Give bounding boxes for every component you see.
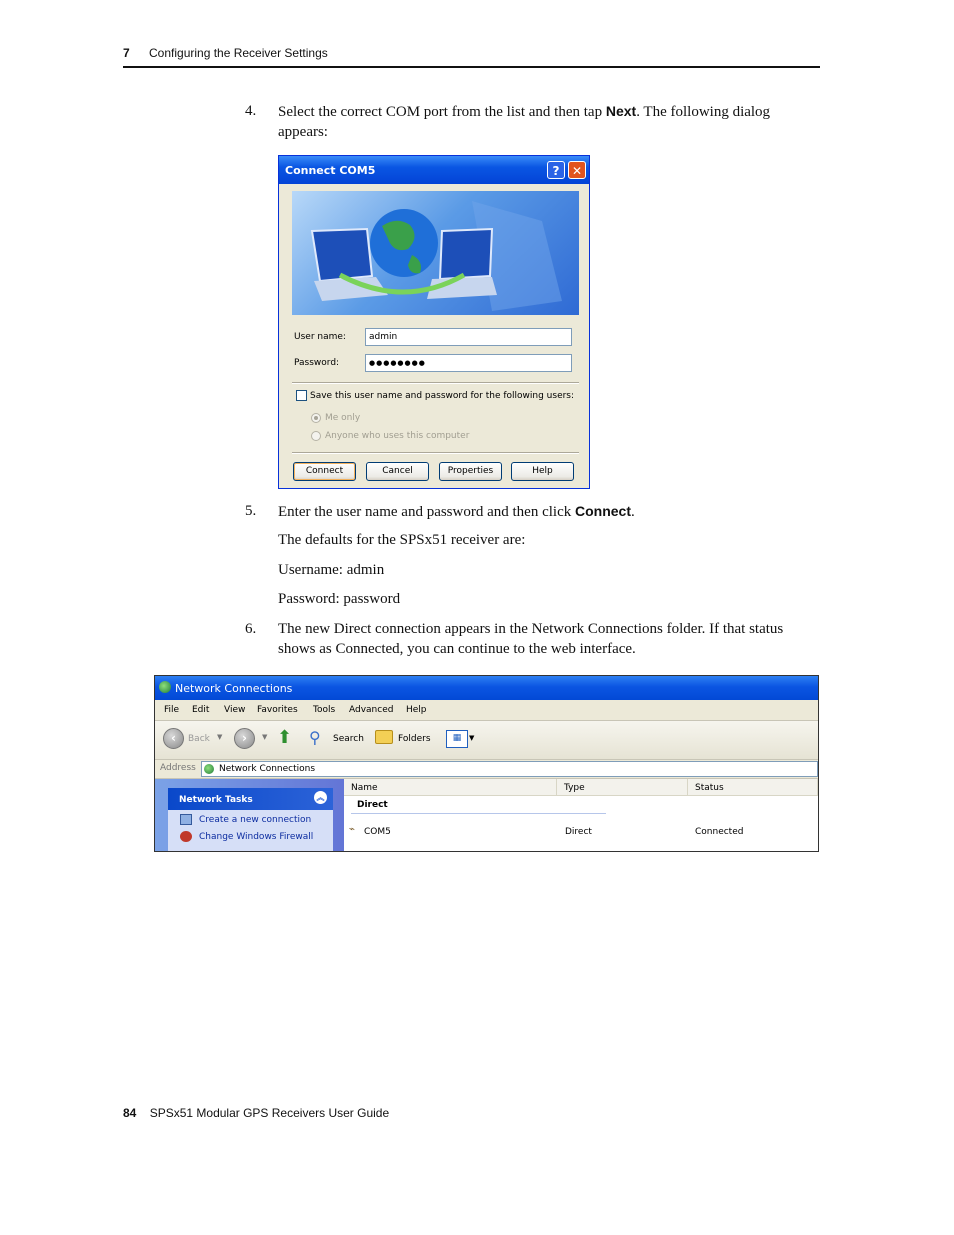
network-tasks-header[interactable] <box>168 788 333 810</box>
anyone-radio[interactable] <box>311 431 321 441</box>
toolbar <box>155 721 818 760</box>
row-name: COM5 <box>364 827 391 837</box>
create-connection-link[interactable]: Create a new connection <box>199 815 312 825</box>
password-input[interactable]: ●●●●●●●● <box>365 354 572 372</box>
folders-label[interactable]: Folders <box>398 734 431 744</box>
column-header-name[interactable]: Name <box>344 779 557 796</box>
menu-edit[interactable]: Edit <box>192 705 210 715</box>
chapter-number: 7 <box>123 46 130 60</box>
group-divider <box>351 813 606 814</box>
next-keyword: Next <box>605 103 637 119</box>
address-field[interactable] <box>201 761 818 777</box>
username-label: User name: <box>294 332 346 342</box>
network-connections-window <box>154 675 819 852</box>
folders-icon[interactable] <box>375 730 393 744</box>
default-password: Password: password <box>278 591 401 607</box>
dial-up-banner-image <box>292 191 579 315</box>
back-arrow-icon[interactable]: ‹ <box>163 728 184 749</box>
forward-dropdown-icon[interactable]: ▼ <box>262 733 268 741</box>
menu-advanced[interactable]: Advanced <box>349 705 394 715</box>
save-credentials-label: Save this user name and password for the following users: <box>310 391 575 401</box>
help-icon[interactable]: ? <box>547 161 565 179</box>
step-text: Enter the user name and password and then click Connect. <box>278 503 635 520</box>
divider <box>292 452 579 454</box>
up-folder-icon[interactable]: ⬆ <box>277 727 293 748</box>
step-number: 4. <box>245 103 257 119</box>
defaults-intro: The defaults for the SPSx51 receiver are: <box>278 532 526 548</box>
step-number: 5. <box>245 503 257 519</box>
guide-title: SPSx51 Modular GPS Receivers User Guide <box>149 1106 390 1120</box>
group-label: Direct <box>357 800 388 810</box>
window-title-bar <box>155 676 818 700</box>
help-button[interactable]: Help <box>511 462 574 481</box>
menu-view[interactable]: View <box>224 705 246 715</box>
step-text: The new Direct connection appears in the Network Connections folder. If that status shows as Connected, you can continue to the web interface. <box>278 621 784 657</box>
forward-arrow-icon[interactable]: › <box>234 728 255 749</box>
search-icon[interactable]: ⚲ <box>309 728 321 747</box>
page-footer <box>123 1106 389 1120</box>
close-icon[interactable]: ✕ <box>568 161 586 179</box>
window-title: Network Connections <box>175 682 293 695</box>
firewall-icon <box>180 831 192 842</box>
views-dropdown-icon[interactable]: ▼ <box>469 734 475 742</box>
task-pane <box>155 779 344 851</box>
me-only-radio[interactable] <box>311 413 321 423</box>
properties-button[interactable]: Properties <box>439 462 502 481</box>
address-bar <box>155 760 818 779</box>
step-text: Select the correct COM port from the list and then tap Next. The following dialog appears: <box>278 103 771 140</box>
address-label: Address <box>160 763 196 773</box>
anyone-label: Anyone who uses this computer <box>325 431 470 441</box>
divider <box>292 382 579 384</box>
direct-connection-icon: ⌁ <box>349 824 356 835</box>
search-label[interactable]: Search <box>333 734 364 744</box>
menu-help[interactable]: Help <box>406 705 427 715</box>
row-status: Connected <box>695 827 744 837</box>
me-only-label: Me only <box>325 413 361 423</box>
step-number: 6. <box>245 621 257 637</box>
menu-file[interactable]: File <box>164 705 180 715</box>
address-value: Network Connections <box>219 764 316 774</box>
network-tasks-list <box>168 810 333 852</box>
menu-favorites[interactable]: Favorites <box>257 705 298 715</box>
network-connections-icon <box>159 681 171 693</box>
running-header <box>123 44 820 68</box>
connect-button[interactable]: Connect <box>293 462 356 481</box>
menu-bar <box>155 700 818 721</box>
cancel-button[interactable]: Cancel <box>366 462 429 481</box>
page-number: 84 <box>123 1106 137 1120</box>
connect-keyword: Connect <box>574 503 631 519</box>
back-dropdown-icon[interactable]: ▼ <box>217 733 223 741</box>
network-globe-icon <box>292 191 579 315</box>
collapse-chevron-icon[interactable]: ︽ <box>314 791 327 804</box>
menu-tools[interactable]: Tools <box>313 705 336 715</box>
views-icon[interactable]: ▦ <box>446 730 468 748</box>
column-header-type[interactable]: Type <box>557 779 688 796</box>
username-input[interactable]: admin <box>365 328 572 346</box>
back-label[interactable]: Back <box>188 734 210 744</box>
connect-dialog <box>278 155 590 489</box>
change-firewall-link[interactable]: Change Windows Firewall <box>199 832 314 842</box>
row-type: Direct <box>565 827 592 837</box>
new-connection-icon <box>180 814 192 825</box>
default-username: Username: admin <box>278 562 385 578</box>
network-connections-icon <box>204 764 214 774</box>
dialog-title-bar <box>279 156 589 184</box>
password-label: Password: <box>294 358 340 368</box>
chapter-title: Configuring the Receiver Settings <box>149 46 328 60</box>
dialog-title: Connect COM5 <box>285 164 376 177</box>
column-header-status[interactable]: Status <box>688 779 818 796</box>
save-credentials-checkbox[interactable] <box>296 390 307 401</box>
network-tasks-title: Network Tasks <box>179 795 253 805</box>
